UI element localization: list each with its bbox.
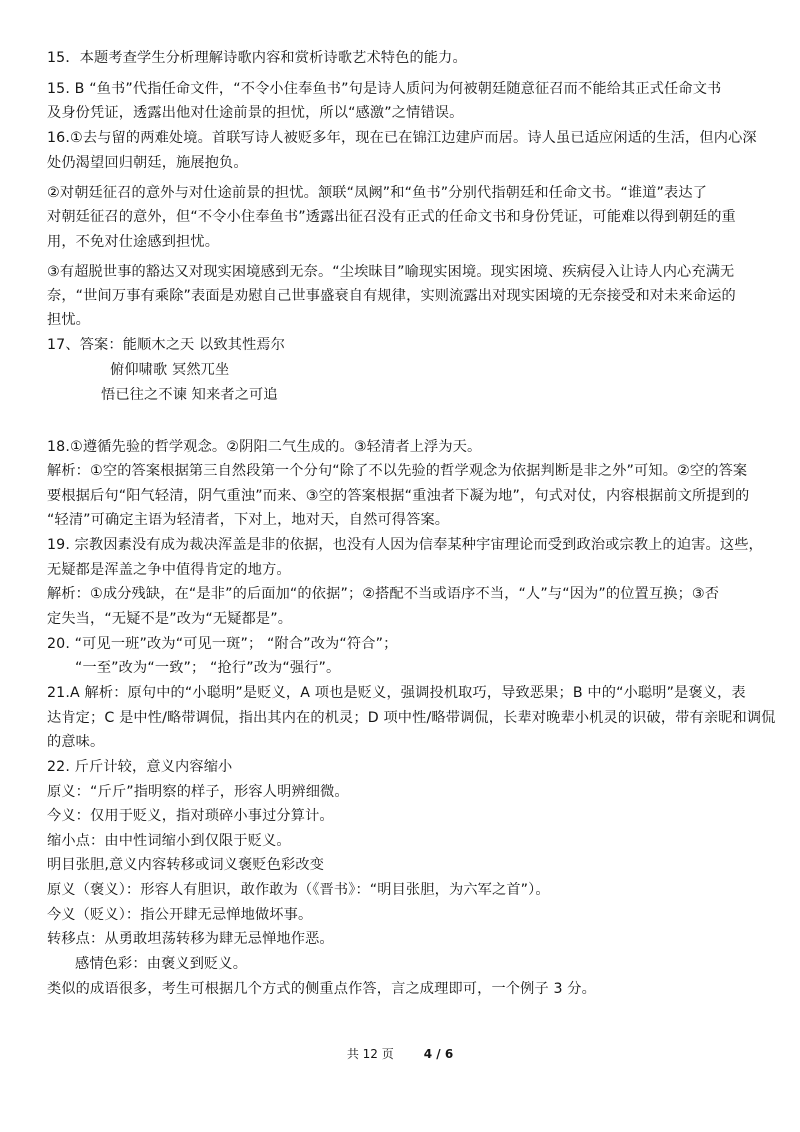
text-line: 明目张胆,意义内容转移或词义褒贬色彩改变 [47,857,325,873]
text-line: 担忧。 [47,312,91,328]
text-line: 俯仰啸歌 冥然兀坐 [110,362,230,378]
text-line: 今义（贬义）：指公开肆无忌惮地做坏事。 [47,907,313,923]
text-line: 对朝廷征召的意外，但“不令小住奉鱼书”透露出征召没有正式的任命文书和身份凭证，可能难以得到朝廷的重 [47,209,736,225]
total-pages: 共 12 页 [346,1047,394,1061]
text-line: 19. 宗教因素没有成为裁决浑盖是非的依据，也没有人因为信奉某种宇宙理论而受到政治或宗教上的迫害。这些， [47,537,763,553]
text-line: 20. “可见一班”改为“可见一斑”； “附合”改为“符合”； [47,636,398,652]
text-line: 原义：“斤斤”指明察的样子，形容人明辨细微。 [47,784,349,800]
text-line: 原义（褒义）：形容人有胆识，敢作敢为（《晋书》：“明目张胆，为六军之首”）。 [47,882,550,898]
text-line: 达肯定；C 是中性/略带调侃，指出其内在的机灵；D 项中性/略带调侃，长辈对晚辈小机灵的识破，带有亲昵和调侃 [47,710,776,726]
text-line: 解析：①空的答案根据第三自然段第一个分句“除了不以先验的哲学观念为依据判断是非之外”可知。②空的答案 [47,463,748,479]
text-line: 今义：仅用于贬义，指对琐碎小事过分算计。 [47,808,334,824]
text-line: 解析：①成分残缺，在“是非”的后面加“的依据”；②搭配不当或语序不当，“人”与“因为”的位置互换；③否 [47,586,720,602]
text-line: 类似的成语很多，考生可根据几个方式的侧重点作答，言之成理即可，一个例子 3 分。 [47,981,596,997]
page-number: 4 / 6 [423,1047,454,1061]
text-line: 奈，“世间万事有乘除”表面是劝慰自己世事盛衰自有规律，实则流露出对现实困境的无奈接受和对未来命运的 [47,288,736,304]
text-line: 处仍渴望回归朝廷，施展抱负。 [47,155,248,171]
text-line: 用，不免对仕途感到担忧。 [47,234,220,250]
text-line: 的意味。 [47,734,105,750]
text-line: ②对朝廷征召的意外与对仕途前景的担忧。颔联“凤阙”和“鱼书”分别代指朝廷和任命文书。“谁道”表达了 [47,185,708,201]
page-footer [0,1046,800,1062]
text-line: 定失当，“无疑不是”改为“无疑都是”。 [47,611,293,627]
text-line: 要根据后句“阳气轻清，阴气重浊”而来、③空的答案根据“重浊者下凝为地”，句式对仗，内容根据前文所提到的 [47,488,750,504]
text-line: 感情色彩：由褒义到贬义。 [75,956,248,972]
text-line: 无疑都是浑盖之争中值得肯定的地方。 [47,562,291,578]
text-line: ③有超脱世事的豁达又对现实困境感到无奈。“尘埃昧目”喻现实困境。现实困境、疾病侵入让诗人内心充满无 [47,264,735,280]
text-line: 转移点：从勇敢坦荡转移为肆无忌惮地作恶。 [47,931,334,947]
text-line: 及身份凭证，透露出他对仕途前景的担忧，所以“感激”之情错误。 [47,105,464,121]
text-line: “轻清”可确定主语为轻清者，下对上，地对天，自然可得答案。 [47,512,450,528]
text-line: 21.A 解析：原句中的“小聪明”是贬义，A 项也是贬义，强调投机取巧，导致恶果；B 中的“小聪明”是褒义，表 [47,685,746,701]
text-line: 22. 斤斤计较，意义内容缩小 [47,759,233,775]
text-line: 16.①去与留的两难处境。首联写诗人被贬多年，现在已在锦江边建庐而居。诗人虽已适应闲适的生活，但内心深 [47,130,757,146]
text-line: 悟已往之不谏 知来者之可追 [101,387,278,403]
text-line: 15．本题考查学生分析理解诗歌内容和赏析诗歌艺术特色的能力。 [47,50,467,66]
text-line: 18.①遵循先验的哲学观念。②阴阳二气生成的。③轻清者上浮为天。 [47,439,482,455]
text-line: 15. B “鱼书”代指任命文件，“不令小住奉鱼书”句是诗人质问为何被朝廷随意征召而不能给其正式任命文书 [47,81,722,97]
text-line: 17、答案：能顺木之天 以致其性焉尔 [47,337,286,353]
text-line: 缩小点：由中性词缩小到仅限于贬义。 [47,833,291,849]
text-line: “一至”改为“一致”； “抢行”改为“强行”。 [75,660,341,676]
